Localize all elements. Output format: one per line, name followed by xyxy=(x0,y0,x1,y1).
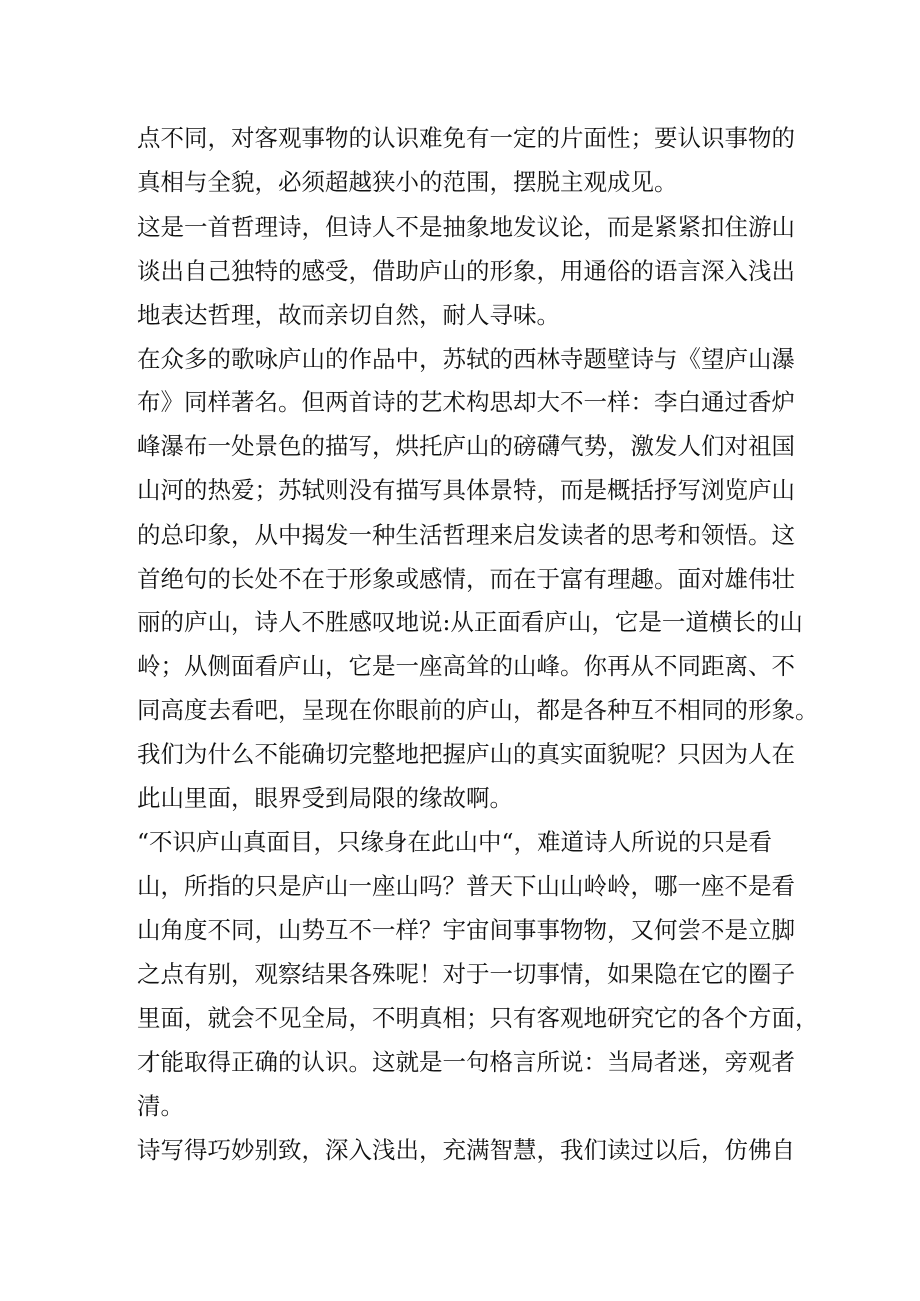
text-line: 谈出自己独特的感受，借助庐山的形象，用通俗的语言深入浅出 xyxy=(137,257,795,285)
text-line: 此山里面，眼界受到局限的缘故啊。 xyxy=(137,784,513,812)
text-line: 诗写得巧妙别致，深入浅出，充满智慧，我们读过以后，仿佛自 xyxy=(137,1136,795,1164)
text-line: 在众多的歌咏庐山的作品中，苏轼的西林寺题壁诗与《望庐山瀑 xyxy=(137,345,795,373)
text-line: 这是一首哲理诗，但诗人不是抽象地发议论，而是紧紧扣住游山 xyxy=(137,213,795,241)
text-line: 里面，就会不见全局，不明真相；只有客观地研究它的各个方面， xyxy=(137,1004,819,1032)
text-line: 山角度不同，山势互不一样？宇宙间事事物物，又何尝不是立脚 xyxy=(137,916,795,944)
text-line: 真相与全貌，必须超越狭小的范围，摆脱主观成见。 xyxy=(137,168,678,196)
text-line: 首绝句的长处不在于形象或感情，而在于富有理趣。面对雄伟壮 xyxy=(137,565,795,593)
text-line: “不识庐山真面目，只缘身在此山中“，难道诗人所说的只是看 xyxy=(137,828,773,856)
text-line: 丽的庐山，诗人不胜感叹地说:从正面看庐山，它是一道横长的山 xyxy=(137,608,803,636)
text-line: 地表达哲理，故而亲切自然，耐人寻味。 xyxy=(137,301,560,329)
text-line: 才能取得正确的认识。这就是一句格言所说：当局者迷，旁观者 xyxy=(137,1048,795,1076)
text-line: 峰瀑布一处景色的描写，烘托庐山的磅礴气势，激发人们对祖国 xyxy=(137,432,795,460)
text-line: 我们为什么不能确切完整地把握庐山的真实面貌呢？只因为人在 xyxy=(137,740,795,768)
text-line: 山，所指的只是庐山一座山吗？普天下山山岭岭，哪一座不是看 xyxy=(137,872,795,900)
text-line: 点不同，对客观事物的认识难免有一定的片面性；要认识事物的 xyxy=(137,124,795,152)
text-line: 同高度去看吧，呈现在你眼前的庐山，都是各种互不相同的形象。 xyxy=(137,696,819,724)
text-line: 山河的热爱；苏轼则没有描写具体景特，而是概括抒写浏览庐山 xyxy=(137,476,795,504)
text-line: 之点有别，观察结果各殊呢！对于一切事情，如果隐在它的圈子 xyxy=(137,960,795,988)
text-line: 清。 xyxy=(137,1092,184,1120)
text-line: 的总印象，从中揭发一种生活哲理来启发读者的思考和领悟。这 xyxy=(137,521,795,549)
text-line: 布》同样著名。但两首诗的艺术构思却大不一样：李白通过香炉 xyxy=(137,388,795,416)
text-line: 岭；从侧面看庐山，它是一座高耸的山峰。你再从不同距离、不 xyxy=(137,652,795,680)
